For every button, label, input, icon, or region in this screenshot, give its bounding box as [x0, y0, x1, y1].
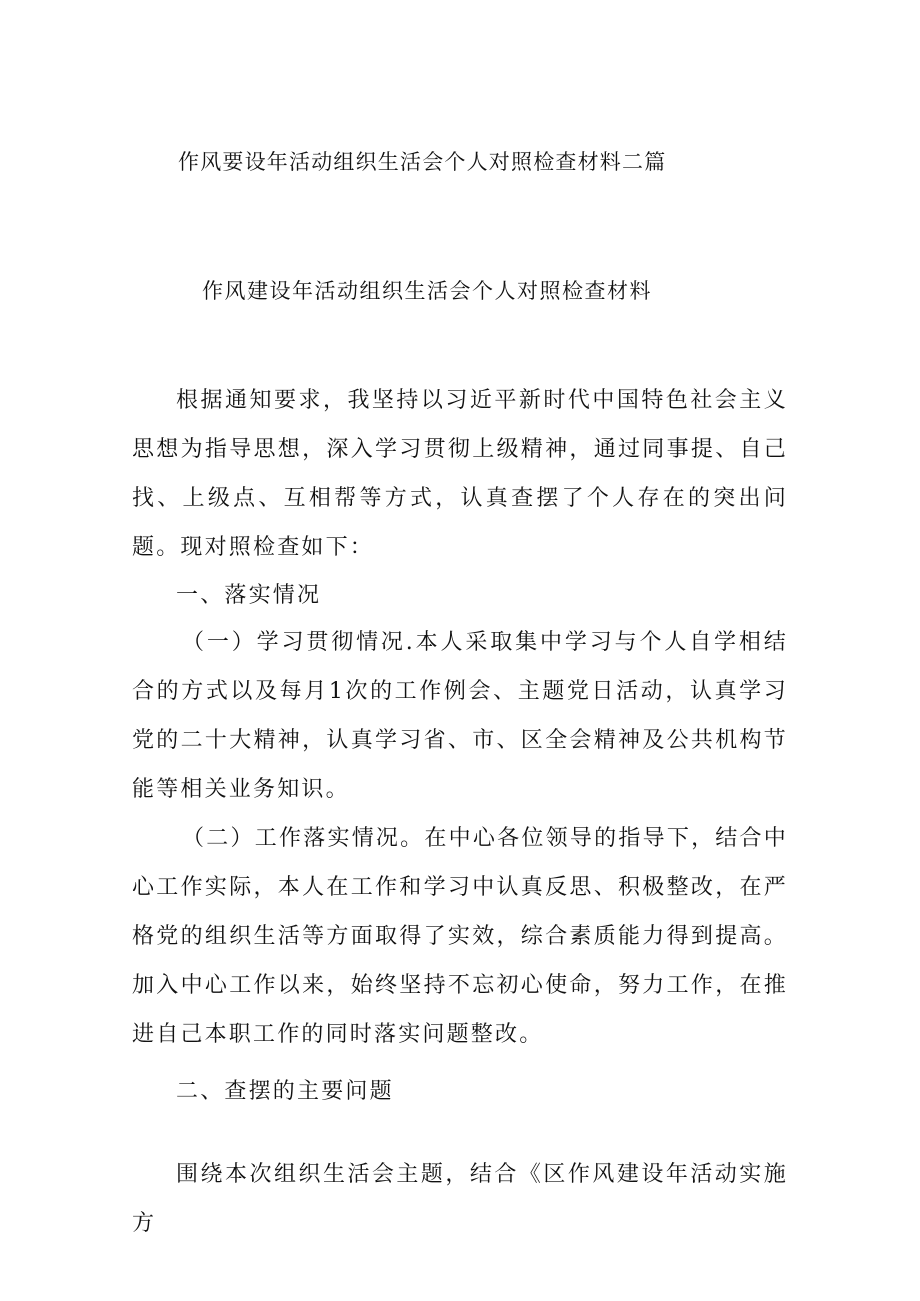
paragraph-study-implementation: （一）学习贯彻情况.本人采取集中学习与个人自学相结合的方式以及每月1次的工作例会、主题党日活动，认真学习党的二十大精神，认真学习省、市、区全会精神及公共机构节能等相关业务知识。 — [132, 630, 788, 802]
document-title: 作风要设年活动组织生活会个人对照检查材料二篇 — [178, 150, 667, 174]
document-subtitle: 作风建设年活动组织生活会个人对照检查材料 — [202, 279, 652, 303]
paragraph-problems-intro: 围绕本次组织生活会主题，结合《区作风建设年活动实施方 — [132, 1162, 788, 1236]
intro-paragraph: 根据通知要求，我坚持以习近平新时代中国特色社会主义思想为指导思想，深入学习贯彻上级精神，通过同事提、自己找、上级点、互相帮等方式，认真查摆了个人存在的突出问题。现对照检查如下： — [132, 388, 788, 560]
section-heading-main-problems: 二、查摆的主要问题 — [176, 1079, 394, 1104]
section-heading-implementation: 一、落实情况 — [176, 583, 322, 608]
paragraph-work-implementation: （二）工作落实情况。在中心各位领导的指导下，结合中心工作实际，本人在工作和学习中认真反思、积极整改，在严格党的组织生活等方面取得了实效，综合素质能力得到提高。加入中心工作以来，始终坚持不忘初心使命，努力工作，在推进自己本职工作的同时落实问题整改。 — [132, 826, 788, 1047]
